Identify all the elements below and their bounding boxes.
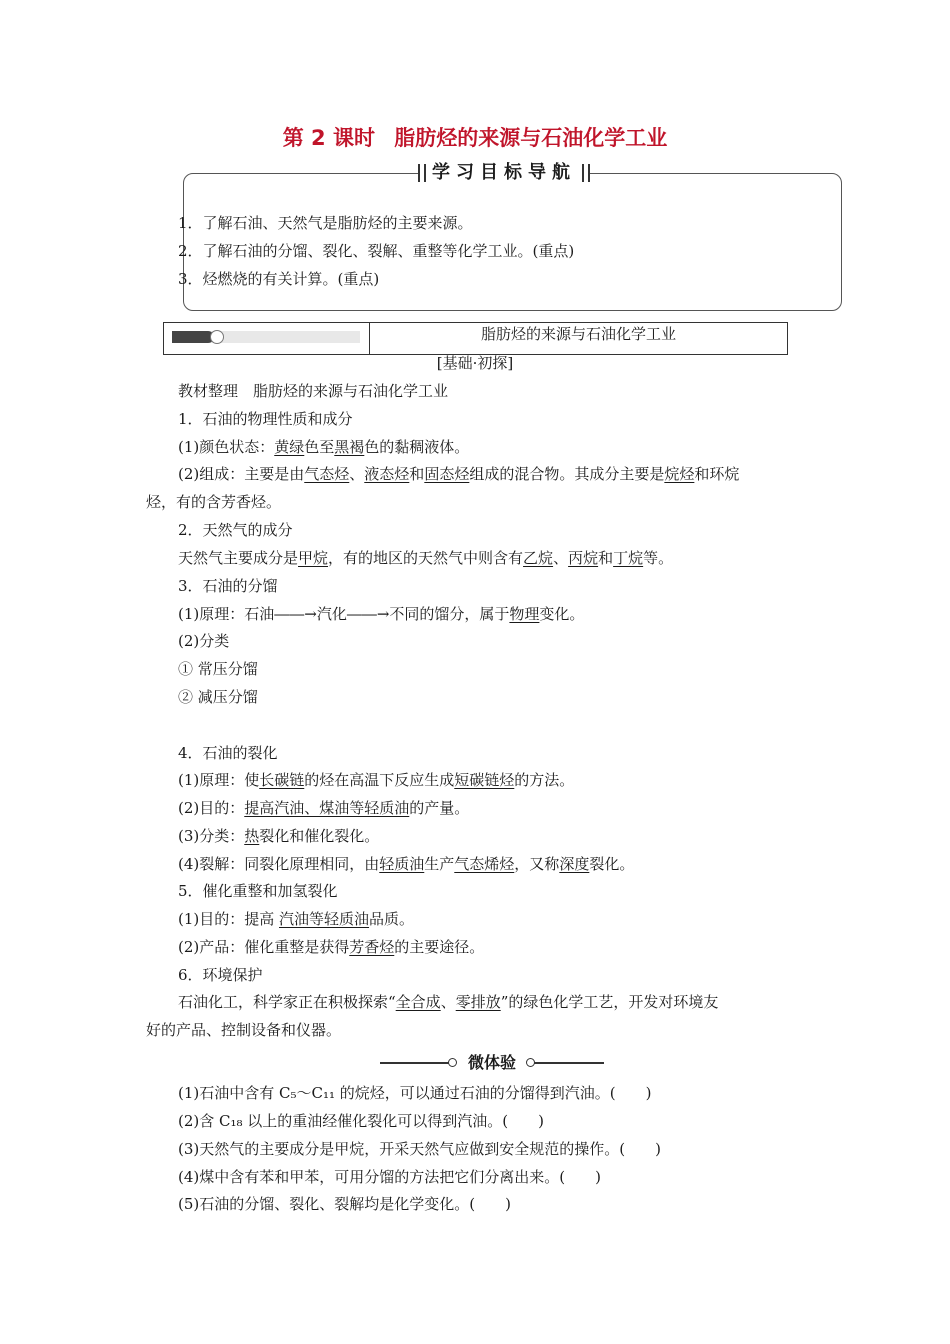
- s4-goal: (2)目的：提高汽油、煤油等轻质油的产量。: [178, 799, 470, 817]
- lesson-number: 第 2 课时: [282, 126, 375, 150]
- blank-answer: 黄绿: [274, 438, 305, 456]
- level-label: [基础·初探]: [436, 354, 514, 372]
- s1-title: 1．石油的物理性质和成分: [178, 410, 353, 428]
- blank-answer: 液态烃: [364, 465, 410, 483]
- blank-answer: 零排放: [455, 993, 501, 1011]
- blank-answer: 全合成: [395, 993, 441, 1011]
- s5-goal: (1)目的：提高 汽油等轻质油品质。: [178, 910, 415, 928]
- s6-title: 6．环境保护: [178, 966, 263, 984]
- blank-answer: 轻质油: [379, 855, 425, 873]
- blank-answer: 黑褐: [334, 438, 365, 456]
- blank-answer: 长碳链: [259, 771, 305, 789]
- knowledge-tag-cell: [164, 323, 370, 354]
- circle-icon: [210, 330, 224, 344]
- blank-answer: 固态烃: [424, 465, 470, 483]
- knowledge-tag-icon: [172, 331, 214, 343]
- blank-answer: 提高汽油、煤油等轻质油: [244, 799, 410, 817]
- page-title: [0, 122, 950, 152]
- s1-composition-cont: 烃，有的含芳香烃。: [146, 493, 282, 511]
- quiz-item: (4)煤中含有苯和甲苯，可用分馏的方法把它们分离出来。( ): [178, 1168, 601, 1186]
- s2-body: 天然气主要成分是甲烷，有的地区的天然气中则含有乙烷、丙烷和丁烷等。: [178, 549, 674, 567]
- s3-principle: (1)原理：石油――→汽化――→不同的馏分，属于物理变化。: [178, 605, 585, 623]
- blank-answer: 芳香烃: [349, 938, 395, 956]
- blank-answer: 气态烯烃: [454, 855, 515, 873]
- micro-label: 微体验: [467, 1053, 516, 1072]
- blank-answer: 丙烷: [568, 549, 599, 567]
- blank-answer: 短碳链烃: [454, 771, 515, 789]
- quiz-item: (2)含 C₁₈ 以上的重油经催化裂化可以得到汽油。( ): [178, 1112, 544, 1130]
- blank-answer: 烷烃: [664, 465, 695, 483]
- blank-answer: 物理: [509, 605, 540, 623]
- goals-header: 学习目标导航: [418, 160, 590, 186]
- blank-answer: 气态烃: [304, 465, 350, 483]
- goal-item: 2．了解石油的分馏、裂化、裂解、重整等化学工业。(重点): [178, 242, 575, 260]
- s2-title: 2．天然气的成分: [178, 521, 293, 539]
- blank-answer: 热: [244, 827, 260, 845]
- s6-body: 石油化工，科学家正在积极探索“全合成、零排放”的绿色化学工艺，开发对环境友: [178, 993, 719, 1011]
- lesson-topic: 脂肪烃的来源与石油化学工业: [394, 126, 668, 150]
- quiz-item: (3)天然气的主要成分是甲烷，开采天然气应做到安全规范的操作。( ): [178, 1140, 661, 1158]
- s6-body-cont: 好的产品、控制设备和仪器。: [146, 1021, 342, 1039]
- micro-divider: [380, 1052, 604, 1074]
- goal-item: 1．了解石油、天然气是脂肪烃的主要来源。: [178, 214, 473, 232]
- s1-color: (1)颜色状态：黄绿色至黑褐色的黏稠液体。: [178, 438, 470, 456]
- knowledge-banner: [163, 322, 788, 355]
- s4-title: 4．石油的裂化: [178, 744, 278, 762]
- blank-answer: 汽油等轻质油: [279, 910, 370, 928]
- s5-product: (2)产品：催化重整是获得芳香烃的主要途径。: [178, 938, 485, 956]
- quiz-item: (5)石油的分馏、裂化、裂解均是化学变化。( ): [178, 1195, 511, 1213]
- s4-cracking: (4)裂解：同裂化原理相同，由轻质油生产气态烯烃，又称深度裂化。: [178, 855, 635, 873]
- s5-title: 5．催化重整和加氢裂化: [178, 882, 338, 900]
- s4-principle: (1)原理：使长碳链的烃在高温下反应生成短碳链烃的方法。: [178, 771, 575, 789]
- s1-composition: (2)组成：主要是由气态烃、液态烃和固态烃组成的混合物。其成分主要是烷烃和环烷: [178, 465, 740, 483]
- s3-item: ② 减压分馏: [178, 688, 258, 706]
- circle-icon: [448, 1058, 457, 1067]
- blank-answer: 深度: [559, 855, 590, 873]
- blank-answer: 乙烷: [523, 549, 554, 567]
- s4-class: (3)分类：热裂化和催化裂化。: [178, 827, 380, 845]
- quiz-item: (1)石油中含有 C₅～C₁₁ 的烷烃，可以通过石油的分馏得到汽油。( ): [178, 1084, 652, 1102]
- blank-answer: 甲烷: [298, 549, 329, 567]
- goal-item: 3．烃燃烧的有关计算。(重点): [178, 270, 380, 288]
- section-heading: 教材整理 脂肪烃的来源与石油化学工业: [178, 382, 449, 400]
- s3-class: (2)分类: [178, 632, 230, 650]
- s3-title: 3．石油的分馏: [178, 577, 278, 595]
- s3-item: ① 常压分馏: [178, 660, 258, 678]
- blank-answer: 丁烷: [613, 549, 644, 567]
- knowledge-title: 脂肪烃的来源与石油化学工业: [480, 325, 676, 343]
